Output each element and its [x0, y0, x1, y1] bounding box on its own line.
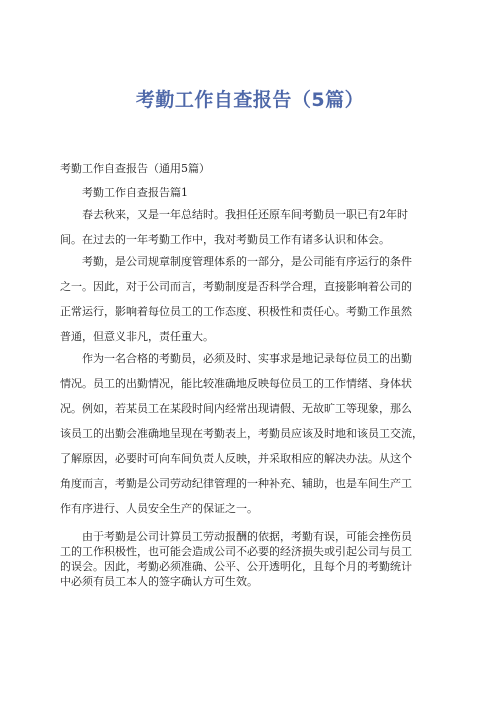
paragraph-line: 了解原因，必要时可向车间负责人反映，并采取相应的解决办法。从这个: [60, 453, 412, 465]
paragraph-line: 工的工作积极性，也可能会造成公司不必要的经济损失或引起公司与员工: [60, 546, 412, 558]
document-title: 考勤工作自查报告（5篇）: [135, 89, 365, 111]
paragraph-line: 角度而言，考勤是公司劳动纪律管理的一种补充、辅助，也是车间生产工: [60, 478, 412, 490]
document-subtitle: 考勤工作自查报告（通用5篇）: [60, 163, 210, 175]
paragraph-3: [60, 353, 444, 515]
paragraph-line: 普通，但意义非凡，责任重大。: [60, 331, 214, 343]
paragraph-line: 考勤，是公司规章制度管理体系的一部分，是公司能有序运行的条件: [82, 256, 412, 268]
paragraph-line: 情况。员工的出勤情况，能比较准确地反映每位员工的工作情绪、身体状: [60, 378, 412, 390]
section-heading: 考勤工作自查报告篇1: [82, 187, 188, 199]
paragraph-line: 况。例如，若某员工在某段时间内经常出现请假、无故旷工等现象，那么: [60, 403, 412, 415]
paragraph-line: 间。在过去的一年考勤工作中，我对考勤员工作有诸多认识和体会。: [60, 234, 390, 246]
paragraph-1: [60, 209, 444, 246]
paragraph-line: 作有序进行、人员安全生产的保证之一。: [60, 503, 258, 515]
paragraph-line: 正常运行，影响着每位员工的工作态度、积极性和责任心。考勤工作虽然: [60, 306, 412, 318]
paragraph-line: 作为一名合格的考勤员，必须及时、实事求是地记录每位员工的出勤: [82, 353, 412, 365]
paragraph-line: 之一。因此，对于公司而言，考勤制度是否科学合理，直接影响着公司的: [60, 281, 412, 293]
paragraph-line: 该员工的出勤会准确地呈现在考勤表上，考勤员应该及时地和该员工交流，: [60, 428, 423, 440]
paragraph-line: 中必须有员工本人的签字确认方可生效。: [60, 576, 258, 588]
paragraph-line: 春去秋来，又是一年总结时。我担任还原车间考勤员一职已有2年时: [82, 209, 408, 221]
paragraph-2: [60, 256, 444, 343]
paragraph-line: 由于考勤是公司计算员工劳动报酬的依据，考勤有误，可能会挫伤员: [82, 531, 412, 543]
document-body: [60, 163, 444, 591]
paragraph-4: [60, 531, 444, 588]
paragraph-line: 的误会。因此，考勤必须准确、公平、公开透明化，且每个月的考勤统计: [60, 561, 412, 573]
